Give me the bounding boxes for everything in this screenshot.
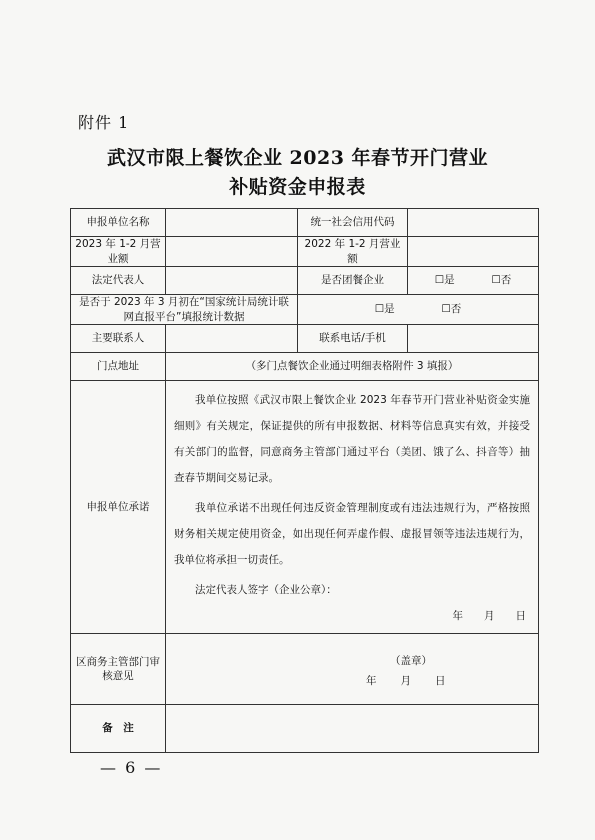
legal-rep-field[interactable]: [166, 267, 298, 295]
form-title-line1: 武汉市限上餐饮企业 2023 年春节开门营业: [106, 147, 489, 169]
table-row: [71, 325, 539, 353]
review-content[interactable]: [166, 634, 539, 705]
contact-label: 主要联系人: [71, 325, 166, 353]
attachment-label: 附件 1: [78, 113, 130, 132]
revenue-2023-label: 2023 年 1-2 月营业额: [71, 237, 166, 267]
stats-platform-yes-checkbox[interactable]: ☐是: [374, 303, 395, 316]
revenue-2022-field[interactable]: [408, 237, 539, 267]
table-row: [71, 634, 539, 705]
pledge-date: 年 月 日: [452, 610, 526, 622]
applicant-name-label: 申报单位名称: [71, 209, 166, 237]
group-meal-label: 是否团餐企业: [298, 267, 408, 295]
store-address-note: （多门点餐饮企业通过明细表格附件 3 填报）: [166, 353, 539, 381]
pledge-paragraph-2: 我单位承诺不出现任何违反资金管理制度或有违法违规行为，严格按照财务相关规定使用资金，如出现任何弄虚作假、虚报冒领等违法违规行为，我单位将承担一切责任。: [174, 502, 530, 566]
stats-platform-options: [298, 295, 539, 325]
pledge-label: 申报单位承诺: [71, 381, 166, 634]
table-row: [71, 705, 539, 753]
stats-platform-label: 是否于 2023 年 3 月初在“国家统计局统计联网直报平台”填报统计数据: [71, 295, 298, 325]
table-row: [71, 237, 539, 267]
pledge-signature-line: 法定代表人签字（企业公章）：: [195, 584, 337, 596]
review-date: 年 月 日: [366, 675, 447, 687]
group-meal-yes-checkbox[interactable]: ☐是: [434, 274, 455, 287]
pledge-paragraph-1: 我单位按照《武汉市限上餐饮企业 2023 年春节开门营业补贴资金实施细则》有关规定，保证提供的所有申报数据、材料等信息真实有效，并接受有关部门的监督，同意商务主管部门通过平台（美团、饿了么、抖音等）抽查春节期间交易记录。: [174, 394, 530, 484]
stats-platform-no-checkbox[interactable]: ☐否: [441, 303, 462, 316]
group-meal-options: [408, 267, 539, 295]
table-row: [71, 381, 539, 634]
phone-label: 联系电话/手机: [298, 325, 408, 353]
phone-field[interactable]: [408, 325, 539, 353]
remarks-field[interactable]: [166, 705, 539, 753]
review-label: 区商务主管部门审核意见: [71, 634, 166, 705]
applicant-name-field[interactable]: [166, 209, 298, 237]
remarks-label: 备 注: [71, 705, 166, 753]
group-meal-no-checkbox[interactable]: ☐否: [491, 274, 512, 287]
table-row: [71, 267, 539, 295]
legal-rep-label: 法定代表人: [71, 267, 166, 295]
form-title-line2: 补贴资金申报表: [229, 176, 366, 198]
revenue-2023-field[interactable]: [166, 237, 298, 267]
table-row: [71, 353, 539, 381]
credit-code-label: 统一社会信用代码: [298, 209, 408, 237]
store-address-label: 门点地址: [71, 353, 166, 381]
table-row: [71, 209, 539, 237]
pledge-content: [166, 381, 539, 634]
review-seal-text: （盖章）: [390, 655, 432, 667]
page-number: — 6 —: [100, 758, 163, 777]
credit-code-field[interactable]: [408, 209, 539, 237]
table-row: [71, 295, 539, 325]
revenue-2022-label: 2022 年 1-2 月营业额: [298, 237, 408, 267]
contact-field[interactable]: [166, 325, 298, 353]
application-form-table: [70, 208, 539, 753]
